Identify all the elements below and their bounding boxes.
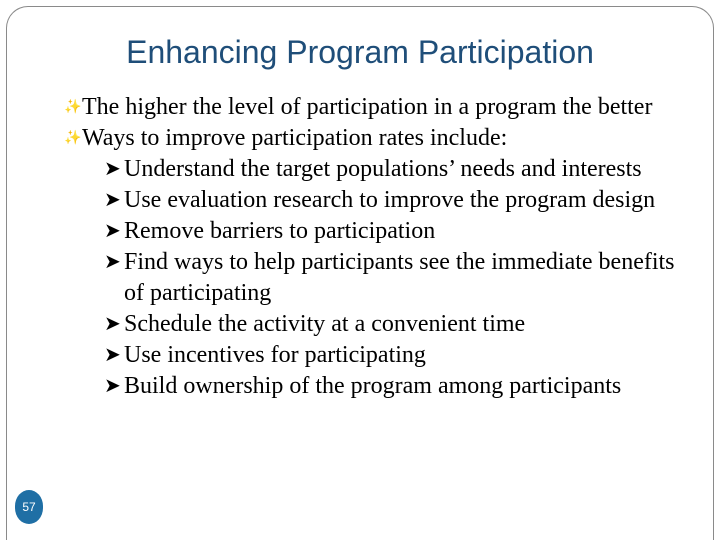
arrow-bullet-icon: ➤ xyxy=(104,344,121,366)
slide-title: Enhancing Program Participation xyxy=(126,34,594,70)
bullet-text: The higher the level of participation in a program the better xyxy=(82,94,653,120)
sub-bullet-item xyxy=(0,185,720,216)
bullet-item xyxy=(0,123,720,154)
slide-body xyxy=(0,92,720,402)
sub-bullet-text: Schedule the activity at a convenient time xyxy=(124,311,526,337)
arrow-bullet-icon: ➤ xyxy=(104,313,121,335)
sub-bullet-text: Use incentives for participating xyxy=(124,342,426,368)
sub-bullet-text: Build ownership of the program among participants xyxy=(124,373,622,399)
bullet-marker-icon: ✨ xyxy=(64,100,82,115)
sub-bullet-text: Remove barriers to participation xyxy=(124,218,436,244)
sub-bullet-item xyxy=(0,340,720,371)
sub-bullet-item xyxy=(0,154,720,185)
arrow-bullet-icon: ➤ xyxy=(104,251,121,273)
arrow-bullet-icon: ➤ xyxy=(104,220,121,242)
bullet-item xyxy=(0,92,720,123)
bullet-marker-icon: ✨ xyxy=(64,131,82,146)
slide-number-badge: 57 xyxy=(15,490,43,524)
sub-bullet-text: Use evaluation research to improve the program design xyxy=(124,187,656,213)
bullet-text: Ways to improve participation rates include: xyxy=(82,125,508,151)
arrow-bullet-icon: ➤ xyxy=(104,375,121,397)
sub-bullet-text: Find ways to help participants see the immediate benefits of participating xyxy=(124,249,675,306)
sub-bullet-item xyxy=(0,216,720,247)
arrow-bullet-icon: ➤ xyxy=(104,189,121,211)
sub-bullet-item xyxy=(0,309,720,340)
sub-bullet-item xyxy=(0,247,720,309)
arrow-bullet-icon: ➤ xyxy=(104,158,121,180)
sub-bullet-item xyxy=(0,371,720,402)
sub-bullet-text: Understand the target populations’ needs and interests xyxy=(124,156,642,182)
